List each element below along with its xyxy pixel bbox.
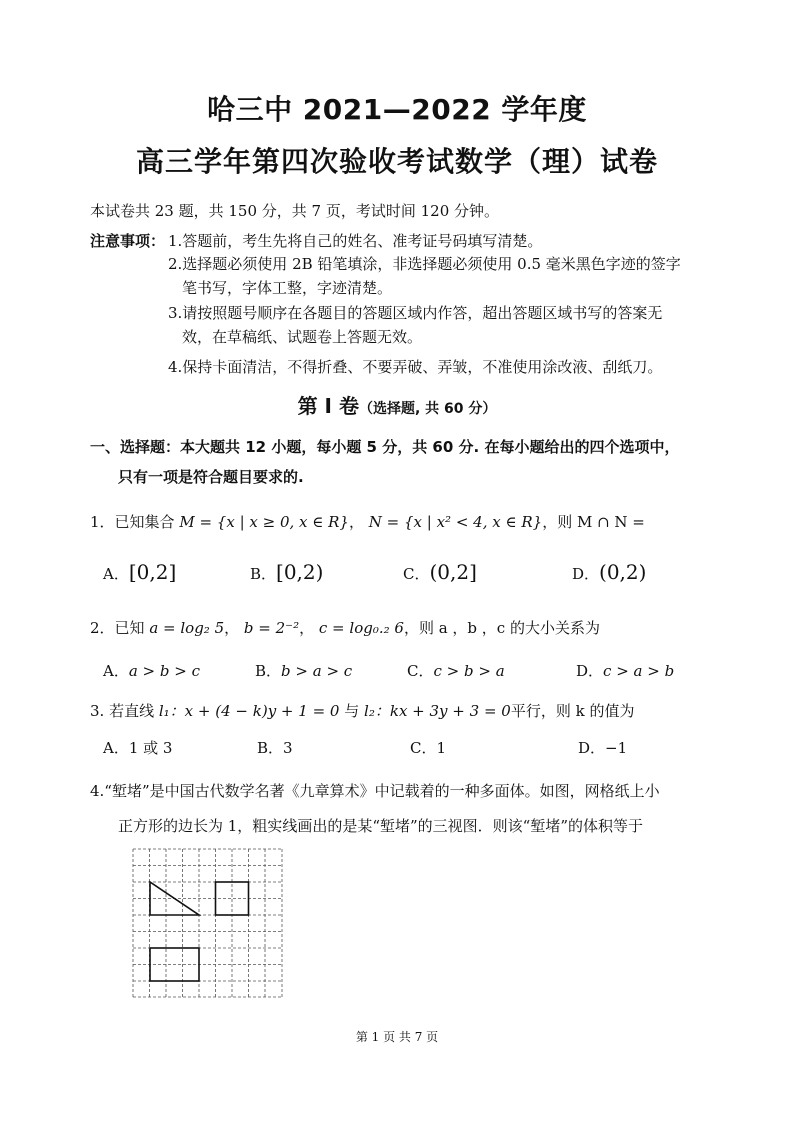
part1-heading-line1: 一、选择题：本大题共 12 小题，每小题 5 分，共 60 分. 在每小题给出的四个选项中， xyxy=(90,438,680,456)
q1-option-a-value: [0,2] xyxy=(128,560,177,584)
question-2: 2．已知 a = log₂ 5， b = 2⁻²， c = log₀.₂ 6，则 a ，b ，c 的大小关系为 xyxy=(90,619,600,637)
q3-line-1: l₁：x + (4 − k)y + 1 = 0 xyxy=(158,702,340,720)
q1-prefix: 1．已知集合 xyxy=(90,513,175,531)
q2-option-c xyxy=(407,660,505,681)
q3-option-d-label: D． xyxy=(578,739,606,757)
section-title-main: 第 I 卷 xyxy=(297,394,359,418)
q2-tail: ，则 a ，b ，c 的大小关系为 xyxy=(403,619,600,637)
notice-item-2-cont: 笔书写，字体工整，字迹清楚。 xyxy=(182,279,393,297)
exam-intro: 本试卷共 23 题，共 150 分，共 7 页，考试时间 120 分钟。 xyxy=(90,202,500,220)
q3-option-c-value: 1 xyxy=(436,739,447,757)
q3-option-b xyxy=(257,737,293,758)
q2-option-a-label: A． xyxy=(103,662,129,680)
q3-prefix: 3. 若直线 xyxy=(90,702,155,720)
q3-mid: 与 xyxy=(344,702,360,720)
q1-option-c xyxy=(403,560,477,584)
q1-option-a-label: A． xyxy=(103,565,129,583)
part1-heading-line2: 只有一项是符合题目要求的. xyxy=(118,468,304,486)
q3-option-c-label: C． xyxy=(410,739,437,757)
q1-option-c-label: C． xyxy=(403,565,430,583)
q3-option-d-value: −1 xyxy=(605,739,628,757)
notice-label: 注意事项： xyxy=(90,232,166,250)
q2-c: c = log₀.₂ 6 xyxy=(318,619,404,637)
q2-option-b-value: b > a > c xyxy=(281,662,353,680)
q2-option-d xyxy=(576,660,674,681)
q1-option-d-label: D． xyxy=(572,565,600,583)
q3-option-c xyxy=(410,737,446,758)
q2-option-a-value: a > b > c xyxy=(128,662,200,680)
q3-tail: 平行，则 k 的值为 xyxy=(510,702,635,720)
front-view-triangle xyxy=(150,882,199,915)
q1-set-m: M = {x | x ≥ 0, x ∈ R} xyxy=(179,513,349,531)
q1-option-b-label: B． xyxy=(250,565,277,583)
q2-b: b = 2⁻² xyxy=(243,619,300,637)
q1-tail: ，则 M ∩ N = xyxy=(542,513,645,531)
page-footer: 第 1 页 共 7 页 xyxy=(355,1030,439,1044)
q1-option-b-value: [0,2) xyxy=(276,560,324,584)
notice-item-3-cont: 效，在草稿纸、试题卷上答题无效。 xyxy=(182,328,423,346)
section-title xyxy=(0,390,794,419)
q2-option-d-value: c > a > b xyxy=(603,662,675,680)
q1-option-c-value: (0,2] xyxy=(429,560,477,584)
q3-option-a-label: A． xyxy=(103,739,129,757)
q1-option-d xyxy=(572,560,646,584)
q2-option-a xyxy=(103,660,200,681)
q1-sep: ， xyxy=(348,513,364,531)
notice-item-3: 3.请按照题号顺序在各题目的答题区域内作答，超出答题区域书写的答案无 xyxy=(168,304,663,322)
q1-option-d-value: (0,2) xyxy=(599,560,647,584)
q2-option-b xyxy=(255,660,352,681)
q3-line-2: l₂：kx + 3y + 3 = 0 xyxy=(364,702,511,720)
q2-prefix: 2．已知 xyxy=(90,619,145,637)
notice-item-1: 1.答题前，考生先将自己的姓名、准考证号码填写清楚。 xyxy=(168,232,543,250)
question-1 xyxy=(90,511,645,532)
q2-option-d-label: D． xyxy=(576,662,604,680)
q3-option-b-value: 3 xyxy=(283,739,293,757)
question-4-line2: 正方形的边长为 1，粗实线画出的是某“堑堵”的三视图．则该“堑堵”的体积等于 xyxy=(118,817,643,835)
exam-title-line2: 高三学年第四次验收考试数学（理）试卷 xyxy=(135,145,658,178)
q3-option-b-label: B． xyxy=(257,739,284,757)
notice-item-2: 2.选择题必须使用 2B 铅笔填涂，非选择题必须使用 0.5 毫米黑色字迹的签字 xyxy=(168,255,681,273)
q1-set-n: N = {x | x² < 4, x ∈ R} xyxy=(368,513,543,531)
three-view-grid-figure xyxy=(132,848,284,998)
q2-option-c-label: C． xyxy=(407,662,434,680)
q3-option-a-value: 1 或 3 xyxy=(128,739,173,757)
question-3 xyxy=(90,700,634,721)
q3-option-a xyxy=(103,737,172,758)
q1-option-b xyxy=(250,560,323,584)
q2-a: a = log₂ 5 xyxy=(149,619,225,637)
q2-option-c-value: c > b > a xyxy=(433,662,505,680)
q3-option-d xyxy=(578,737,627,758)
q1-option-a xyxy=(103,560,176,584)
question-4-line1: 4.“堑堵”是中国古代数学名著《九章算术》中记载着的一种多面体。如图，网格纸上小 xyxy=(90,782,660,800)
q2-option-b-label: B． xyxy=(255,662,282,680)
section-title-sub: （选择题, 共 60 分） xyxy=(358,401,497,417)
exam-title-line1: 哈三中 2021—2022 学年度 xyxy=(207,93,587,126)
notice-item-4: 4.保持卡面清洁，不得折叠、不要弄破、弄皱，不准使用涂改液、刮纸刀。 xyxy=(168,358,663,376)
